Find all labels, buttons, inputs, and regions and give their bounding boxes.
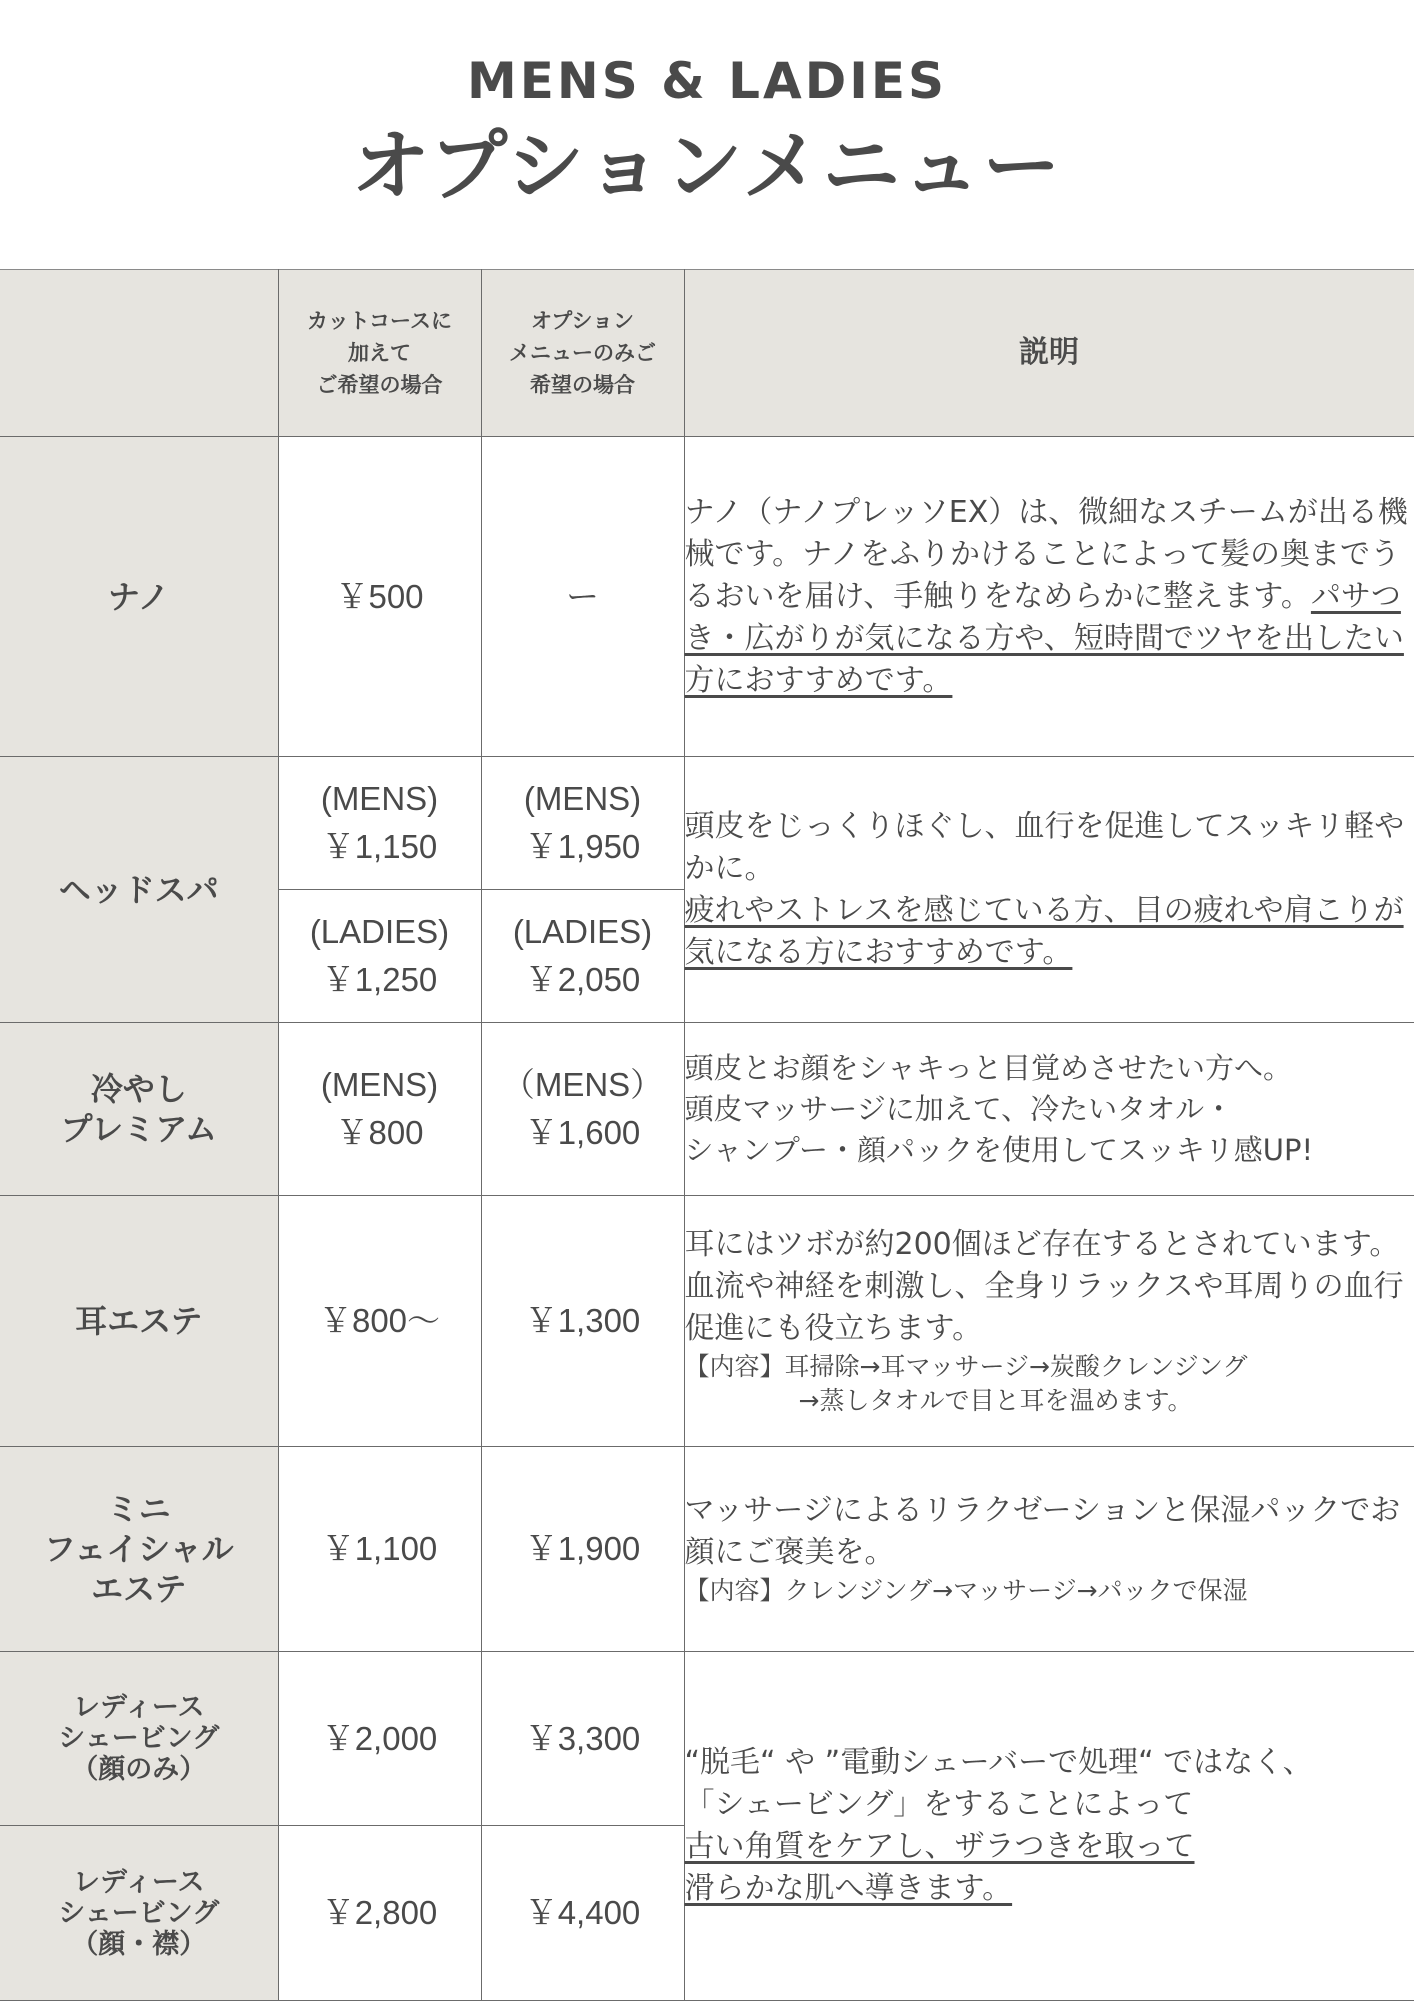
header-with-cut: カットコースに 加えて ご希望の場合 xyxy=(278,270,481,437)
table-row-nano xyxy=(0,437,1414,757)
price-with-cut-mini-facial: ￥1,100 xyxy=(278,1447,481,1652)
price-with-cut-nano: ￥500 xyxy=(278,437,481,757)
menu-name-shaving-face: レディース シェービング （顔のみ） xyxy=(0,1652,278,1826)
table-row-cool-premium xyxy=(0,1023,1414,1196)
price-option-only-headspa-mens: (MENS) ￥1,950 xyxy=(481,757,684,890)
price-option-only-shaving-face-neck: ￥4,400 xyxy=(481,1826,684,2001)
price-with-cut-headspa-mens: (MENS) ￥1,150 xyxy=(278,757,481,890)
price-option-only-mini-facial: ￥1,900 xyxy=(481,1447,684,1652)
price-with-cut-shaving-face-neck: ￥2,800 xyxy=(278,1826,481,2001)
description-shaving: “脱毛“ や ”電動シェーバーで処理“ ではなく、 「シェービング」をすることによって 古い角質をケアし、ザラつきを取って 滑らかな肌へ導きます。 xyxy=(684,1652,1414,2001)
header-description: 説明 xyxy=(684,270,1414,437)
table-row-mini-facial xyxy=(0,1447,1414,1652)
table-row-headspa-mens xyxy=(0,757,1414,890)
price-option-only-cool-premium: （MENS） ￥1,600 xyxy=(481,1023,684,1196)
price-with-cut-cool-premium: (MENS) ￥800 xyxy=(278,1023,481,1196)
page-title-japanese: オプションメニュー xyxy=(351,122,1063,212)
price-with-cut-ear-esthe: ￥800〜 xyxy=(278,1196,481,1447)
menu-name-nano: ナノ xyxy=(0,437,278,757)
price-option-only-ear-esthe: ￥1,300 xyxy=(481,1196,684,1447)
description-nano: ナノ（ナノプレッソEX）は、微細なスチームが出る機械です。ナノをふりかけることによって髪の奥までうるおいを届け、手触りをなめらかに整えます。パサつき・広がりが気になる方や、短時間でツヤを出したい方におすすめです。 xyxy=(684,437,1414,757)
table-row-shaving-face xyxy=(0,1652,1414,1826)
table-header-row xyxy=(0,270,1414,437)
description-ear-esthe: 耳にはツボが約200個ほど存在するとされています。血流や神経を刺激し、全身リラックスや耳周りの血行促進にも役立ちます。 【内容】耳掃除→耳マッサージ→炭酸クレンジング →蒸しタオルで目と耳を温めます。 xyxy=(684,1196,1414,1447)
price-with-cut-headspa-ladies: (LADIES) ￥1,250 xyxy=(278,890,481,1023)
price-option-only-headspa-ladies: (LADIES) ￥2,050 xyxy=(481,890,684,1023)
menu-name-mini-facial: ミニ フェイシャル エステ xyxy=(0,1447,278,1652)
price-option-only-nano: ー xyxy=(481,437,684,757)
header-menu-name-cell xyxy=(0,270,278,437)
price-with-cut-shaving-face: ￥2,000 xyxy=(278,1652,481,1826)
table-row-ear-esthe xyxy=(0,1196,1414,1447)
menu-name-headspa: ヘッドスパ xyxy=(0,757,278,1023)
page-title-english: MENS & LADIES xyxy=(466,52,947,110)
description-cool-premium: 頭皮とお顔をシャキっと目覚めさせたい方へ。 頭皮マッサージに加えて、冷たいタオル・ シャンプー・顔パックを使用してスッキリ感UP! xyxy=(684,1023,1414,1196)
menu-name-shaving-face-neck: レディース シェービング （顔・襟） xyxy=(0,1826,278,2001)
description-headspa: 頭皮をじっくりほぐし、血行を促進してスッキリ軽やかに。 疲れやストレスを感じている方、目の疲れや肩こりが気になる方におすすめです。 xyxy=(684,757,1414,1023)
price-option-only-shaving-face: ￥3,300 xyxy=(481,1652,684,1826)
menu-name-ear-esthe: 耳エステ xyxy=(0,1196,278,1447)
description-mini-facial: マッサージによるリラクゼーションと保湿パックでお顔にご褒美を。 【内容】クレンジング→マッサージ→パックで保湿 xyxy=(684,1447,1414,1652)
option-menu-table xyxy=(0,269,1414,2001)
header-option-only: オプション メニューのみご 希望の場合 xyxy=(481,270,684,437)
menu-name-cool-premium: 冷やし プレミアム xyxy=(0,1023,278,1196)
